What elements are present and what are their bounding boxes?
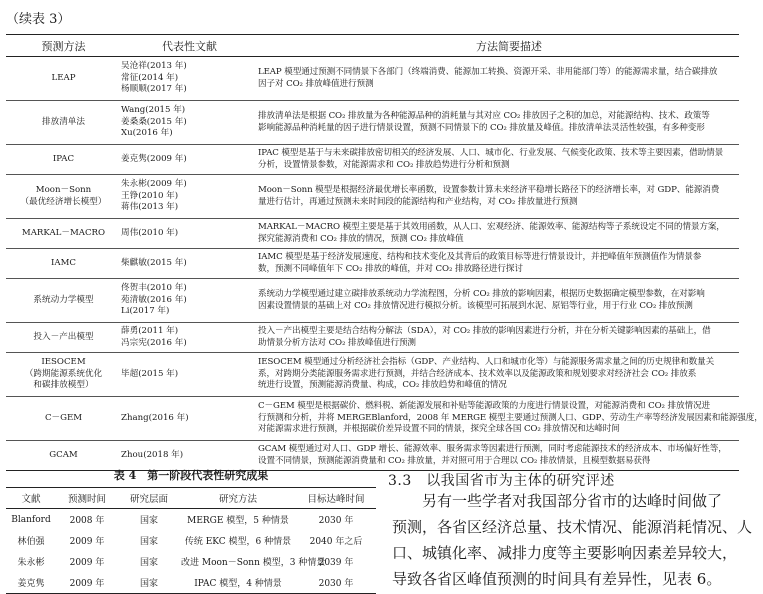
authors-cell [121,249,258,279]
table-cell: 朱永彬 [17,558,45,568]
table-cell: MERGE 模型，5 种情景 [187,516,289,526]
authors-line: 毕超(2015 年) [121,368,179,379]
desc-line: 行预测和分析，并将 MERGEBlanford，2008 年 MERGE 模型主要通过预测人口、GDP、劳动生产率等经济发展因素和能源强度， [258,412,763,423]
method-line: C－GEM [44,412,83,423]
table-cell: 2008 年 [69,516,105,526]
authors-cell [121,219,258,249]
table-row [6,101,739,145]
authors-line: 姜克隽(2009 年) [121,153,187,164]
continued-label: （续表 3） [6,12,71,27]
method-line: Moon－Sonn [35,185,92,195]
method-cell [6,57,121,101]
method-line: 排放清单法 [42,116,85,127]
description-cell [258,101,739,145]
table-cell: 2030 年 [296,572,376,594]
table-cell: Blanford [11,514,51,525]
table-row [6,530,376,551]
desc-line: 分析，设置情景参数，对能源需求和 CO₂ 排放趋势进行分析和预测 [258,159,510,170]
table-cell: 传统 EKC 模型，6 种情景 [184,537,292,547]
authors-line: 王铮(2010 年) [121,190,179,201]
table-row [6,279,739,323]
t4-header-forecast-time: 预测时间 [56,488,118,509]
authors-line: 柴麒敏(2015 年) [121,257,187,268]
table-row [6,249,739,279]
desc-line: Moon－Sonn 模型是根据经济最优增长率函数，设置参数计算未来经济平稳增长路径下的经济增长率，对 GDP、能源消费 [258,185,720,195]
method-cell [6,441,121,471]
t4-header-method: 研究方法 [180,488,296,509]
method-line: （最优经济增长模型） [20,196,107,207]
authors-cell [121,279,258,323]
header-authors: 代表性文献 [121,35,258,57]
table-cell: 2009 年 [69,558,105,568]
authors-line: 冯宗宪(2016 年) [121,337,187,348]
authors-line: 周伟(2010 年) [121,227,179,238]
method-line: MARKAL－MACRO [21,227,106,238]
authors-line: 朱永彬(2009 年) [121,179,187,190]
paragraph-line: 导致各省区峰值预测的时间具有差异性，见表 6。 [392,570,722,588]
desc-line: 对能源需求进行预测，并根据碳价差异设置不同的情景，探究全球各国 CO₂ 排放情况和达峰时间 [258,424,620,435]
desc-line: IESOCEM 模型通过分析经济社会指标（GDP、产业结构、人口和城市化等）与能源服务需求量之间的历史规律和数量关 [258,357,715,368]
table-cell: 2040 年之后 [309,537,363,547]
authors-line: Zhou(2018 年) [121,449,184,460]
authors-line: 蒋伟(2013 年) [121,202,179,213]
method-line: 和碳排放模型） [33,380,94,391]
description-cell [258,57,739,101]
authors-cell [121,145,258,175]
desc-line: 助情景分析方法对 CO₂ 排放峰值进行预测 [258,337,416,348]
table-cell: 姜克隽 [6,572,56,594]
table-row [6,57,739,101]
desc-line: 因素设置情景的基础上对 CO₂ 排放情况进行模拟分析。该模型可拓展到水泥、原铝等行业，用于行业 CO₂ 排放预测 [258,300,693,311]
authors-cell [121,175,258,219]
desc-line: C－GEM 模型是根据碳价、燃料税、新能源发展和补贴等能源政策的力度进行情景设置，对能源消费和 CO₂ 排放情况进 [258,401,710,412]
table-cell: 2039 年 [318,558,354,568]
authors-cell [121,57,258,101]
t4-header-level: 研究层面 [118,488,180,509]
table-cell: 林伯强 [17,537,45,547]
method-line: 系统动力学模型 [33,294,94,305]
method-cell [6,279,121,323]
desc-line: 投入－产出模型主要是结合结构分解法（SDA），对 CO₂ 排放的影响因素进行分析，并在分析关键影响因素的基础上，借 [258,326,711,336]
method-line: GCAM [49,449,78,460]
desc-line: 数，预测不同峰值年下 CO₂ 排放的峰值，并对 CO₂ 排放路径进行探讨 [258,263,523,274]
section-heading: 3.3 以我国省市为主体的研究评述 [388,473,615,489]
method-line: 投入－产出模型 [33,331,94,342]
authors-cell [121,353,258,397]
method-cell [6,353,121,397]
table-row [6,572,376,594]
section-paragraph [392,488,753,592]
method-cell [6,145,121,175]
authors-cell [121,441,258,471]
table-row [6,323,739,353]
authors-line: 薛勇(2011 年) [121,326,179,336]
desc-line: MARKAL－MACRO 模型主要是基于其效用函数，从人口、宏观经济、能源效率、能源结构等子系统设定不同的情景方案， [258,222,725,232]
authors-cell [121,323,258,353]
table-cell: 国家 [139,516,158,526]
authors-line: 苑清敏(2016 年) [121,294,187,305]
description-cell [258,397,763,441]
paragraph-line: 另有一些学者对我国部分省市的达峰时间做了 [422,492,723,510]
table-cell: 改进 Moon－Sonn 模型，3 种情景 [181,558,326,568]
authors-line: 姜桑桑(2015 年) [121,116,187,127]
table-row [6,397,739,441]
table-row [6,219,739,249]
desc-line: GCAM 模型通过对人口、GDP 增长、能源效率、服务需求等因素进行预测，同时考虑能源技术的经济成本、市场偏好性等， [258,444,727,454]
header-description: 方法简要描述 [258,35,739,57]
method-cell [6,219,121,249]
authors-line: Wang(2015 年) [121,105,186,116]
method-cell [6,101,121,145]
table-row [6,353,739,397]
description-cell [258,279,739,323]
table-4 [6,487,376,594]
method-line: IESOCEM [41,357,86,368]
desc-line: 量进行估计，再通过预测未来时间段的能源结构和产业结构，对 CO₂ 排放量进行预测 [258,196,578,207]
table-4-title: 表 4 第一阶段代表性研究成果 [113,469,269,482]
table-4-header-row [6,488,376,509]
authors-cell [121,101,258,145]
authors-line: 吴沧祥(2013 年) [121,61,187,72]
description-cell [258,175,739,219]
description-cell [258,219,739,249]
method-cell [6,175,121,219]
method-cell [6,397,121,441]
table-row [6,175,739,219]
authors-line: 常征(2014 年) [121,72,179,83]
table-3 [6,34,763,471]
method-line: （跨期能源系统优化 [24,368,103,379]
table-cell: 国家 [118,572,180,594]
table-cell: 2009 年 [56,572,118,594]
t4-header-peak-year: 目标达峰时间 [296,488,376,509]
table-cell: IPAC 模型，4 种情景 [180,572,296,594]
header-method: 预测方法 [6,35,121,57]
description-cell [258,145,739,175]
description-cell [258,249,739,279]
desc-line: 因子对 CO₂ 排放峰值进行预测 [258,78,374,89]
desc-line: LEAP 模型通过预测不同情景下各部门（终端消费、能源加工转换、资源开采、非用能部门等）的能源需求量，结合碳排放 [258,67,718,77]
authors-line: 杨顺顺(2017 年) [121,84,187,95]
authors-line: Zhang(2016 年) [121,412,189,423]
table-row [6,145,739,175]
authors-line: Li(2017 年) [121,306,170,317]
t4-header-literature: 文献 [6,488,56,509]
paragraph-line: 预测，各省区经济总量、技术情况、能源消耗情况、人 [392,518,753,536]
method-cell [6,323,121,353]
method-line: IAMC [51,257,76,268]
desc-line: 影响能源品种消耗量的因子进行情景设置，预测不同情景下的 CO₂ 排放量及峰值。排放清单法灵活性较强，有多种变形 [258,122,705,133]
desc-line: 系统动力学模型通过建立碳排放系统动力学流程图，分析 CO₂ 排放的影响因素，根据历史数据确定模型参数，在对影响 [258,289,705,299]
desc-line: 设置不同情景，预测能源消费量和 CO₂ 排放量，并对照可用于合理以 CO₂ 排放情景，且模型数据易获得 [258,455,651,466]
table-cell: 2030 年 [318,516,354,526]
desc-line: IAMC 模型是基于经济发展速度、结构和技术变化及其背后的政策目标等进行情景设计，并把峰值年预测值作为情景参 [258,252,702,262]
method-line: LEAP [51,72,76,83]
paragraph-line: 口、城镇化率、减排力度等主要影响因素差异较大， [392,544,738,562]
table-cell: 2009 年 [69,537,105,547]
authors-cell [121,397,258,441]
desc-line: 探究能源消费和 CO₂ 排放的情况，预测 CO₂ 排放峰值 [258,233,464,244]
desc-line: IPAC 模型是基于与未来碳排放密切相关的经济发展、人口、城市化、行业发展、气候变化政策、技术等主要因素，借助情景 [258,148,724,158]
table-row [6,441,739,471]
method-line: IPAC [52,153,75,164]
description-cell [258,441,739,471]
method-cell [6,249,121,279]
table-row [6,509,376,531]
table-row [6,551,376,572]
authors-line: 佟贺丰(2010 年) [121,283,187,294]
table-cell: 国家 [139,558,158,568]
authors-line: Xu(2016 年) [121,128,173,139]
table-cell: 国家 [139,537,158,547]
table-3-header-row [6,35,739,57]
description-cell [258,353,739,397]
desc-line: 排放清单法是根据 CO₂ 排放量为各种能源品种的消耗量与其对应 CO₂ 排放因子之积的加总，对能源结构、技术、政策等 [258,111,710,121]
desc-line: 统进行设置，预测能源消费量、构成，CO₂ 排放趋势和峰值的情况 [258,380,507,391]
desc-line: 系，对跨期分类能源服务需求进行预测，并结合经济成本、技术效率以及能源政策和规划要求对经济社会 CO₂ 排放系 [258,368,697,379]
description-cell [258,323,739,353]
